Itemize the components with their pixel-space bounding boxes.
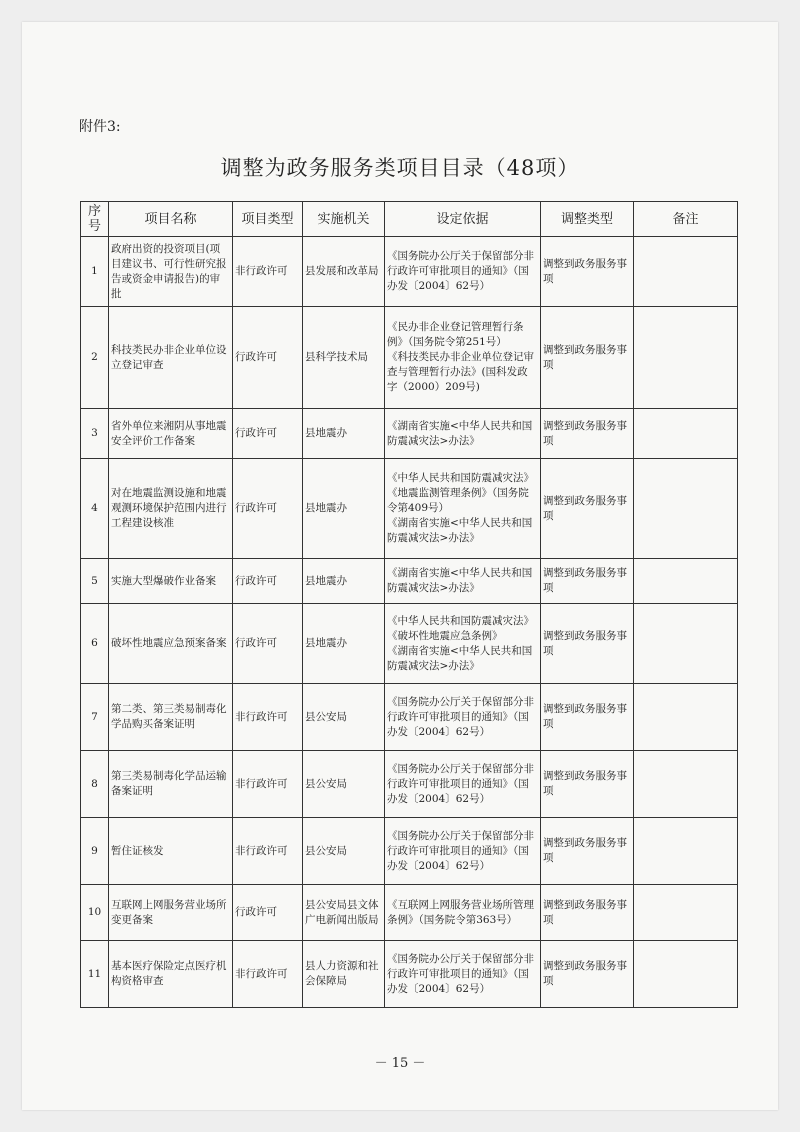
- legal-basis: [385, 684, 541, 751]
- header-seq: 序号: [81, 202, 109, 237]
- adjustment-type: 调整到政务服务事项: [541, 751, 634, 818]
- project-name: 基本医疗保险定点医疗机构资格审查: [109, 941, 233, 1008]
- project-name: 第三类易制毒化学品运输备案证明: [109, 751, 233, 818]
- legal-basis: [385, 751, 541, 818]
- implementing-agency: 县地震办: [303, 559, 385, 604]
- project-name: 第二类、第三类易制毒化学品购买备案证明: [109, 684, 233, 751]
- legal-basis-item: 《中华人民共和国防震减灾法》: [387, 614, 534, 627]
- adjustment-type: 调整到政务服务事项: [541, 307, 634, 409]
- row-number: 6: [81, 604, 109, 684]
- legal-basis: [385, 237, 541, 307]
- remarks: [634, 604, 738, 684]
- legal-basis-item: 《湖南省实施<中华人民共和国防震减灾法>办法》: [387, 419, 533, 447]
- legal-basis-item: 《湖南省实施<中华人民共和国防震减灾法>办法》: [387, 517, 533, 544]
- header-type: 项目类型: [233, 202, 303, 237]
- project-name: 实施大型爆破作业备案: [109, 559, 233, 604]
- legal-basis-item: 《湖南省实施<中华人民共和国防震减灾法>办法》: [387, 644, 533, 672]
- legal-basis-item: 《地震监测管理条例》（国务院令第409号）: [387, 487, 529, 514]
- project-type: 非行政许可: [233, 237, 303, 307]
- legal-basis: [385, 941, 541, 1008]
- table-row: [81, 459, 738, 559]
- project-name: 省外单位来湘阴从事地震安全评价工作备案: [109, 409, 233, 459]
- legal-basis-item: 《国务院办公厅关于保留部分非行政许可审批项目的通知》（国办发〔2004〕62号）: [387, 762, 534, 805]
- document-title: 调整为政务服务类项目目录（48项）: [220, 156, 580, 180]
- header-name: 项目名称: [109, 202, 233, 237]
- project-name: 政府出资的投资项目(项目建议书、可行性研究报告或资金申请报告)的审批: [109, 237, 233, 307]
- implementing-agency: 县地震办: [303, 409, 385, 459]
- implementing-agency: 县发展和改革局: [303, 237, 385, 307]
- legal-basis-item: 《破坏性地震应急条例》: [387, 629, 503, 642]
- project-type: 行政许可: [233, 604, 303, 684]
- remarks: [634, 684, 738, 751]
- implementing-agency: 县公安局: [303, 818, 385, 885]
- remarks: [634, 237, 738, 307]
- legal-basis-item: 《国务院办公厅关于保留部分非行政许可审批项目的通知》（国办发〔2004〕62号）: [387, 829, 534, 872]
- table-row: [81, 409, 738, 459]
- implementing-agency: 县公安局: [303, 684, 385, 751]
- implementing-agency: 县地震办: [303, 604, 385, 684]
- remarks: [634, 307, 738, 409]
- row-number: 1: [81, 237, 109, 307]
- adjustment-type: 调整到政务服务事项: [541, 941, 634, 1008]
- row-number: 4: [81, 459, 109, 559]
- legal-basis-item: 《科技类民办非企业单位登记审查与管理暂行办法》(国科发政字（2000）209号): [387, 351, 534, 393]
- implementing-agency: 县人力资源和社会保障局: [303, 941, 385, 1008]
- project-type: 行政许可: [233, 307, 303, 409]
- legal-basis: [385, 559, 541, 604]
- table-row: [81, 604, 738, 684]
- table-row: [81, 885, 738, 941]
- legal-basis: [385, 307, 541, 409]
- remarks: [634, 818, 738, 885]
- project-type: 行政许可: [233, 559, 303, 604]
- legal-basis-item: 《国务院办公厅关于保留部分非行政许可审批项目的通知》（国办发〔2004〕62号）: [387, 952, 534, 995]
- legal-basis-item: 《互联网上网服务营业场所管理条例》（国务院令第363号）: [387, 898, 534, 926]
- row-number: 9: [81, 818, 109, 885]
- header-basis: 设定依据: [385, 202, 541, 237]
- row-number: 2: [81, 307, 109, 409]
- adjustment-type: 调整到政务服务事项: [541, 409, 634, 459]
- header-adjust: 调整类型: [541, 202, 634, 237]
- adjustment-type: 调整到政务服务事项: [541, 684, 634, 751]
- legal-basis-item: 《湖南省实施<中华人民共和国防震减灾法>办法》: [387, 567, 533, 594]
- implementing-agency: 县公安局: [303, 751, 385, 818]
- table-row: [81, 307, 738, 409]
- table-row: [81, 941, 738, 1008]
- project-type: 行政许可: [233, 409, 303, 459]
- adjustment-type: 调整到政务服务事项: [541, 604, 634, 684]
- page-number: － 15 －: [374, 1056, 426, 1071]
- document-page: [22, 22, 778, 1110]
- legal-basis: [385, 604, 541, 684]
- header-agency: 实施机关: [303, 202, 385, 237]
- implementing-agency: 县科学技术局: [303, 307, 385, 409]
- attachment-label: 附件3:: [79, 119, 121, 135]
- remarks: [634, 751, 738, 818]
- table-row: [81, 751, 738, 818]
- row-number: 11: [81, 941, 109, 1008]
- table-body: [81, 237, 738, 1008]
- implementing-agency: 县地震办: [303, 459, 385, 559]
- project-type: 非行政许可: [233, 684, 303, 751]
- row-number: 10: [81, 885, 109, 941]
- legal-basis: [385, 885, 541, 941]
- row-number: 5: [81, 559, 109, 604]
- legal-basis-item: 《民办非企业登记管理暂行条例》（国务院令第251号）: [387, 321, 524, 348]
- project-name: 互联网上网服务营业场所变更备案: [109, 885, 233, 941]
- row-number: 8: [81, 751, 109, 818]
- adjustment-type: 调整到政务服务事项: [541, 559, 634, 604]
- remarks: [634, 559, 738, 604]
- adjustment-type: 调整到政务服务事项: [541, 818, 634, 885]
- row-number: 3: [81, 409, 109, 459]
- implementing-agency: 县公安局县文体广电新闻出版局: [303, 885, 385, 941]
- legal-basis-item: 《中华人民共和国防震减灾法》: [387, 472, 534, 484]
- remarks: [634, 459, 738, 559]
- project-type: 行政许可: [233, 459, 303, 559]
- remarks: [634, 409, 738, 459]
- adjustment-type: 调整到政务服务事项: [541, 885, 634, 941]
- row-number: 7: [81, 684, 109, 751]
- remarks: [634, 885, 738, 941]
- table-row: [81, 684, 738, 751]
- remarks: [634, 941, 738, 1008]
- table-row: [81, 559, 738, 604]
- legal-basis-item: 《国务院办公厅关于保留部分非行政许可审批项目的通知》（国办发〔2004〕62号）: [387, 695, 534, 738]
- legal-basis: [385, 818, 541, 885]
- legal-basis-item: 《国务院办公厅关于保留部分非行政许可审批项目的通知》（国办发〔2004〕62号）: [387, 250, 534, 292]
- project-name: 破坏性地震应急预案备案: [109, 604, 233, 684]
- project-name: 暂住证核发: [109, 818, 233, 885]
- project-type: 非行政许可: [233, 751, 303, 818]
- project-type: 非行政许可: [233, 941, 303, 1008]
- adjustment-type: 调整到政务服务事项: [541, 237, 634, 307]
- legal-basis: [385, 409, 541, 459]
- table-header-row: [81, 202, 738, 237]
- header-note: 备注: [634, 202, 738, 237]
- adjustment-type: 调整到政务服务事项: [541, 459, 634, 559]
- table-row: [81, 818, 738, 885]
- project-name: 科技类民办非企业单位设立登记审查: [109, 307, 233, 409]
- project-name: 对在地震监测设施和地震观测环境保护范围内进行工程建设核准: [109, 459, 233, 559]
- project-type: 行政许可: [233, 885, 303, 941]
- project-table: [80, 201, 738, 1008]
- project-type: 非行政许可: [233, 818, 303, 885]
- table-row: [81, 237, 738, 307]
- legal-basis: [385, 459, 541, 559]
